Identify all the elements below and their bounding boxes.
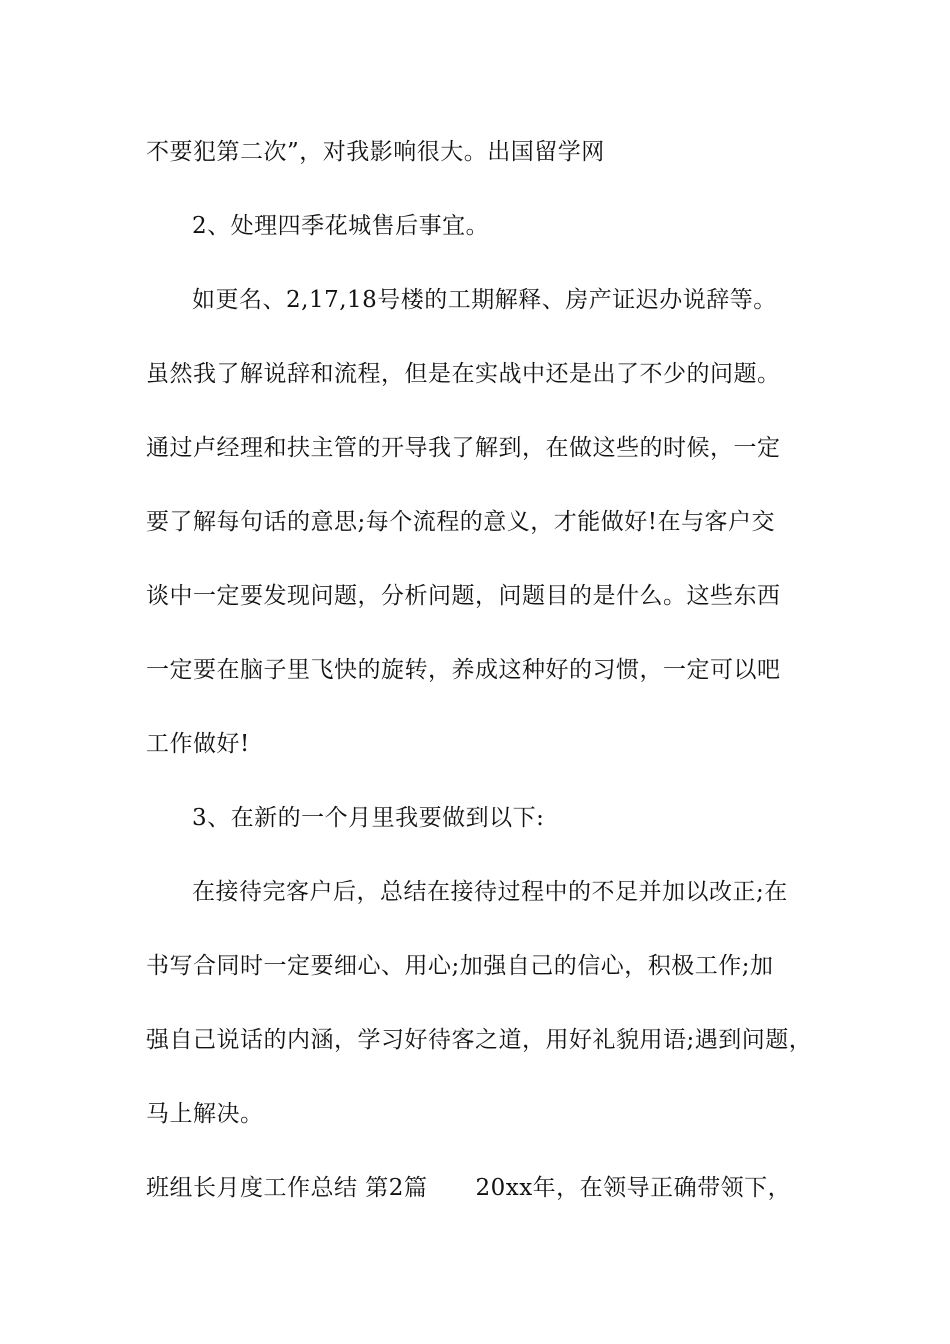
paragraph-line: 马上解决。 (146, 1101, 264, 1127)
section-intro-text: 20xx年，在领导正确带领下， (475, 1175, 792, 1201)
paragraph-line: 书写合同时一定要细心、用心;加强自己的信心，积极工作;加 (146, 953, 774, 979)
paragraph-line: 虽然我了解说辞和流程，但是在实战中还是出了不少的问题。 (146, 361, 781, 387)
paragraph-line: 2、处理四季花城售后事宜。 (192, 213, 490, 239)
section-heading: 班组长月度工作总结 第2篇 (146, 1175, 428, 1201)
paragraph-line: 3、在新的一个月里我要做到以下: (192, 805, 545, 831)
paragraph-line: 通过卢经理和扶主管的开导我了解到，在做这些的时候，一定 (146, 435, 781, 461)
paragraph-line: 在接待完客户后，总结在接待过程中的不足并加以改正;在 (192, 879, 788, 905)
paragraph-line: 谈中一定要发现问题，分析问题，问题目的是什么。这些东西 (146, 583, 781, 609)
paragraph-line: 强自己说话的内涵，学习好待客之道，用好礼貌用语;遇到问题， (146, 1027, 813, 1053)
paragraph-line: 要了解每句话的意思;每个流程的意义，才能做好!在与客户交 (146, 509, 775, 535)
section-heading-line (146, 1168, 791, 1208)
paragraph-line: 如更名、2,17,18号楼的工期解释、房产证迟办说辞等。 (192, 287, 777, 313)
paragraph-line: 工作做好! (146, 731, 250, 757)
paragraph-line: 不要犯第二次”，对我影响很大。出国留学网 (146, 139, 605, 165)
paragraph-line: 一定要在脑子里飞快的旋转，养成这种好的习惯，一定可以吧 (146, 657, 781, 683)
